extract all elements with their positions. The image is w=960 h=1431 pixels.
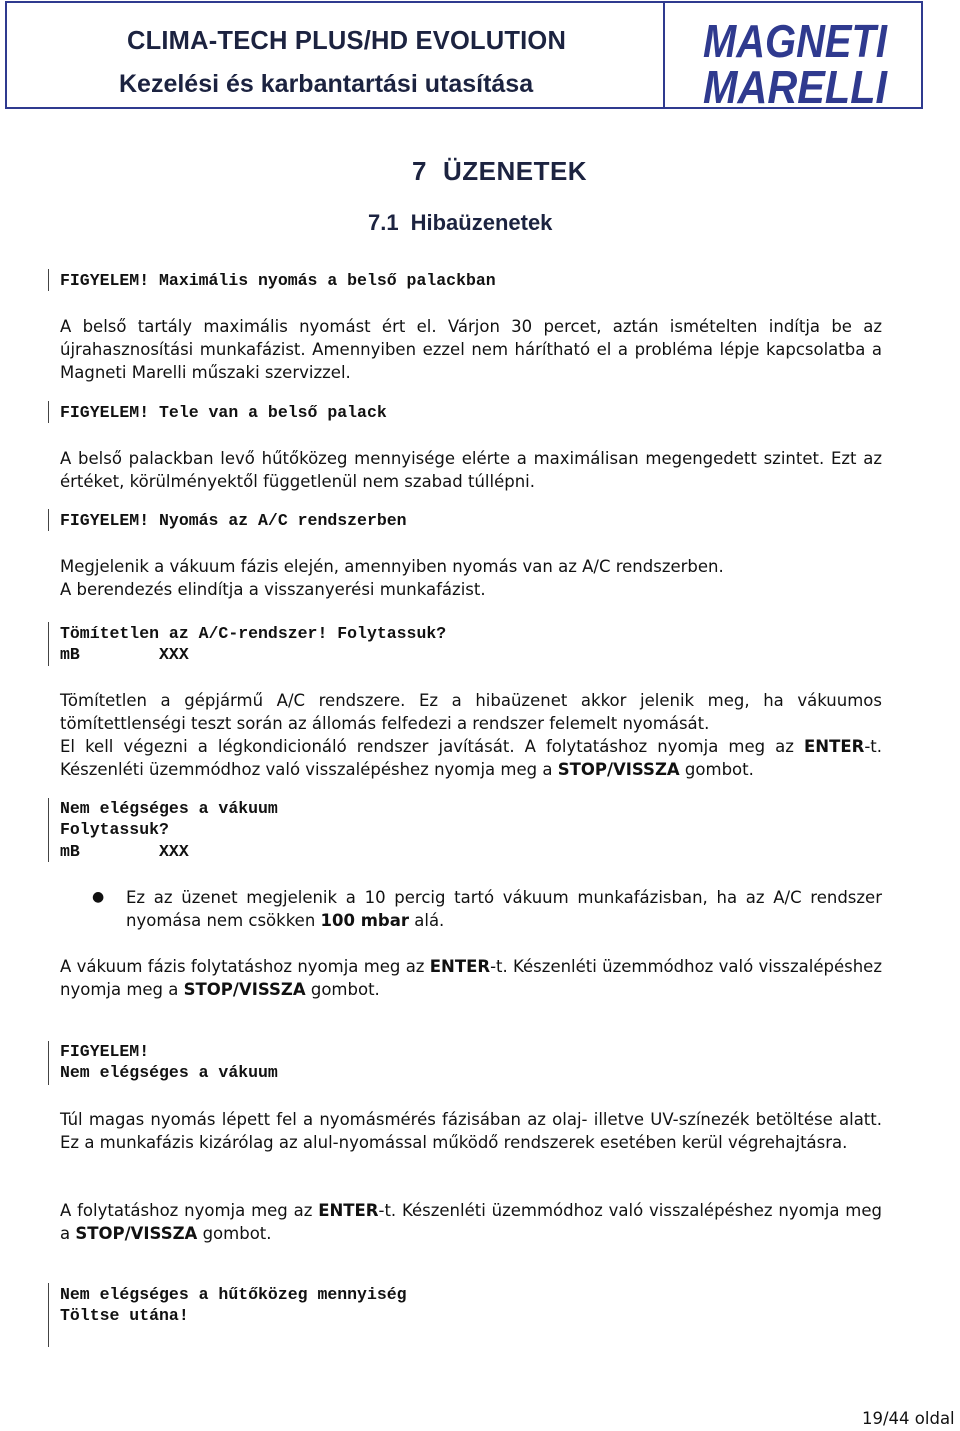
- message-marker-bar: [48, 401, 49, 423]
- subsection-heading: [368, 210, 552, 236]
- section-number: 7: [412, 156, 427, 186]
- header-subtitle: Kezelési és karbantartási utasítása: [119, 70, 534, 98]
- message-marker-bar: [48, 622, 49, 666]
- display-message: Tömítetlen az A/C-rendszer! Folytassuk?: [60, 624, 447, 643]
- subsection-title: Hibaüzenetek: [410, 210, 553, 235]
- message-marker-bar: [48, 269, 49, 291]
- display-message: Nem elégséges a vákuum: [60, 799, 278, 818]
- message-marker-bar: [48, 1283, 49, 1347]
- stop-key-label: STOP/VISSZA: [75, 1224, 198, 1243]
- message-marker-bar: [48, 509, 49, 531]
- message-description: A belső tartály maximális nyomást ért el. Várjon 30 percet, aztán ismételten indítja be az újrahasznosítási munkafázist. Amennyiben ezzel nem hárítható el a probléma lépje kapcsolatba a Magneti Marelli műszaki szervizzel.: [60, 317, 882, 382]
- message-description: Túl magas nyomás lépett fel a nyomásmérés fázisában az olaj- illetve UV-színezék betöltése alatt. Ez a munkafázis kizárólag az alul-nyomással működő rendszerek esetében kerül végrehajtásra.: [60, 1110, 882, 1152]
- message-description: Megjelenik a vákuum fázis elején, amennyiben nyomás van az A/C rendszerben.: [60, 557, 724, 576]
- page-number: 19/44 oldal: [862, 1409, 955, 1428]
- display-message: Nem elégséges a vákuum: [60, 1063, 278, 1082]
- enter-key-label: ENTER: [804, 737, 865, 756]
- display-message: Töltse utána!: [60, 1306, 189, 1325]
- bullet-item: Ez az üzenet megjelenik a 10 percig tartó vákuum munkafázisban, ha az A/C rendszer nyomása nem csökken 100 mbar alá.: [126, 888, 882, 930]
- header-title: CLIMA-TECH PLUS/HD EVOLUTION: [127, 27, 567, 55]
- message-marker-bar: [48, 798, 49, 862]
- display-message: mB XXX: [60, 645, 189, 664]
- display-message: Nem elégséges a hűtőközeg mennyiség: [60, 1285, 407, 1304]
- message-description: A belső palackban levő hűtőközeg mennyisége elérte a maximálisan megengedett szintet. Ezt az értéket, körülményektől függetlenül nem szabad túllépni.: [60, 449, 882, 491]
- message-instruction: A vákuum fázis folytatáshoz nyomja meg az ENTER-t. Készenléti üzemmódhoz való visszalépéshez nyomja meg a STOP/VISSZA gombot.: [60, 957, 882, 999]
- display-message: Folytassuk?: [60, 820, 169, 839]
- display-message: FIGYELEM! Maximális nyomás a belső palackban: [60, 271, 496, 290]
- message-description: A berendezés elindítja a visszanyerési munkafázist.: [60, 580, 486, 599]
- display-message: mB XXX: [60, 842, 189, 861]
- magneti-marelli-logo: [701, 11, 891, 113]
- stop-key-label: STOP/VISSZA: [183, 980, 306, 999]
- section-title: ÜZENETEK: [442, 156, 588, 186]
- message-marker-bar: [48, 1041, 49, 1085]
- subsection-number: 7.1: [368, 210, 399, 235]
- message-instruction: El kell végezni a légkondicionáló rendszer javítását. A folytatáshoz nyomja meg az ENTER-t. Készenléti üzemmódhoz való visszalépéshez nyomja meg a STOP/VISSZA gombot.: [60, 737, 882, 779]
- display-message: FIGYELEM! Nyomás az A/C rendszerben: [60, 511, 407, 530]
- display-message: FIGYELEM!: [60, 1042, 150, 1061]
- enter-key-label: ENTER: [318, 1201, 379, 1220]
- stop-key-label: STOP/VISSZA: [557, 760, 680, 779]
- document-header: [5, 1, 923, 113]
- message-description: Tömítetlen a gépjármű A/C rendszere. Ez a hibaüzenet akkor jelenik meg, ha vákuumos tömítettlenségi teszt során az állomás felfedezi a rendszer felemelt nyomását.: [60, 691, 882, 733]
- section-heading: [412, 156, 587, 187]
- enter-key-label: ENTER: [429, 957, 491, 976]
- svg-text:MAGNETI: MAGNETI: [703, 15, 889, 67]
- bullet-icon: ●: [92, 889, 105, 905]
- message-instruction: A folytatáshoz nyomja meg az ENTER-t. Készenléti üzemmódhoz való visszalépéshez nyomja meg a STOP/VISSZA gombot.: [60, 1201, 882, 1243]
- header-divider: [663, 3, 665, 107]
- svg-text:MARELLI: MARELLI: [703, 61, 889, 113]
- display-message: FIGYELEM! Tele van a belső palack: [60, 403, 387, 422]
